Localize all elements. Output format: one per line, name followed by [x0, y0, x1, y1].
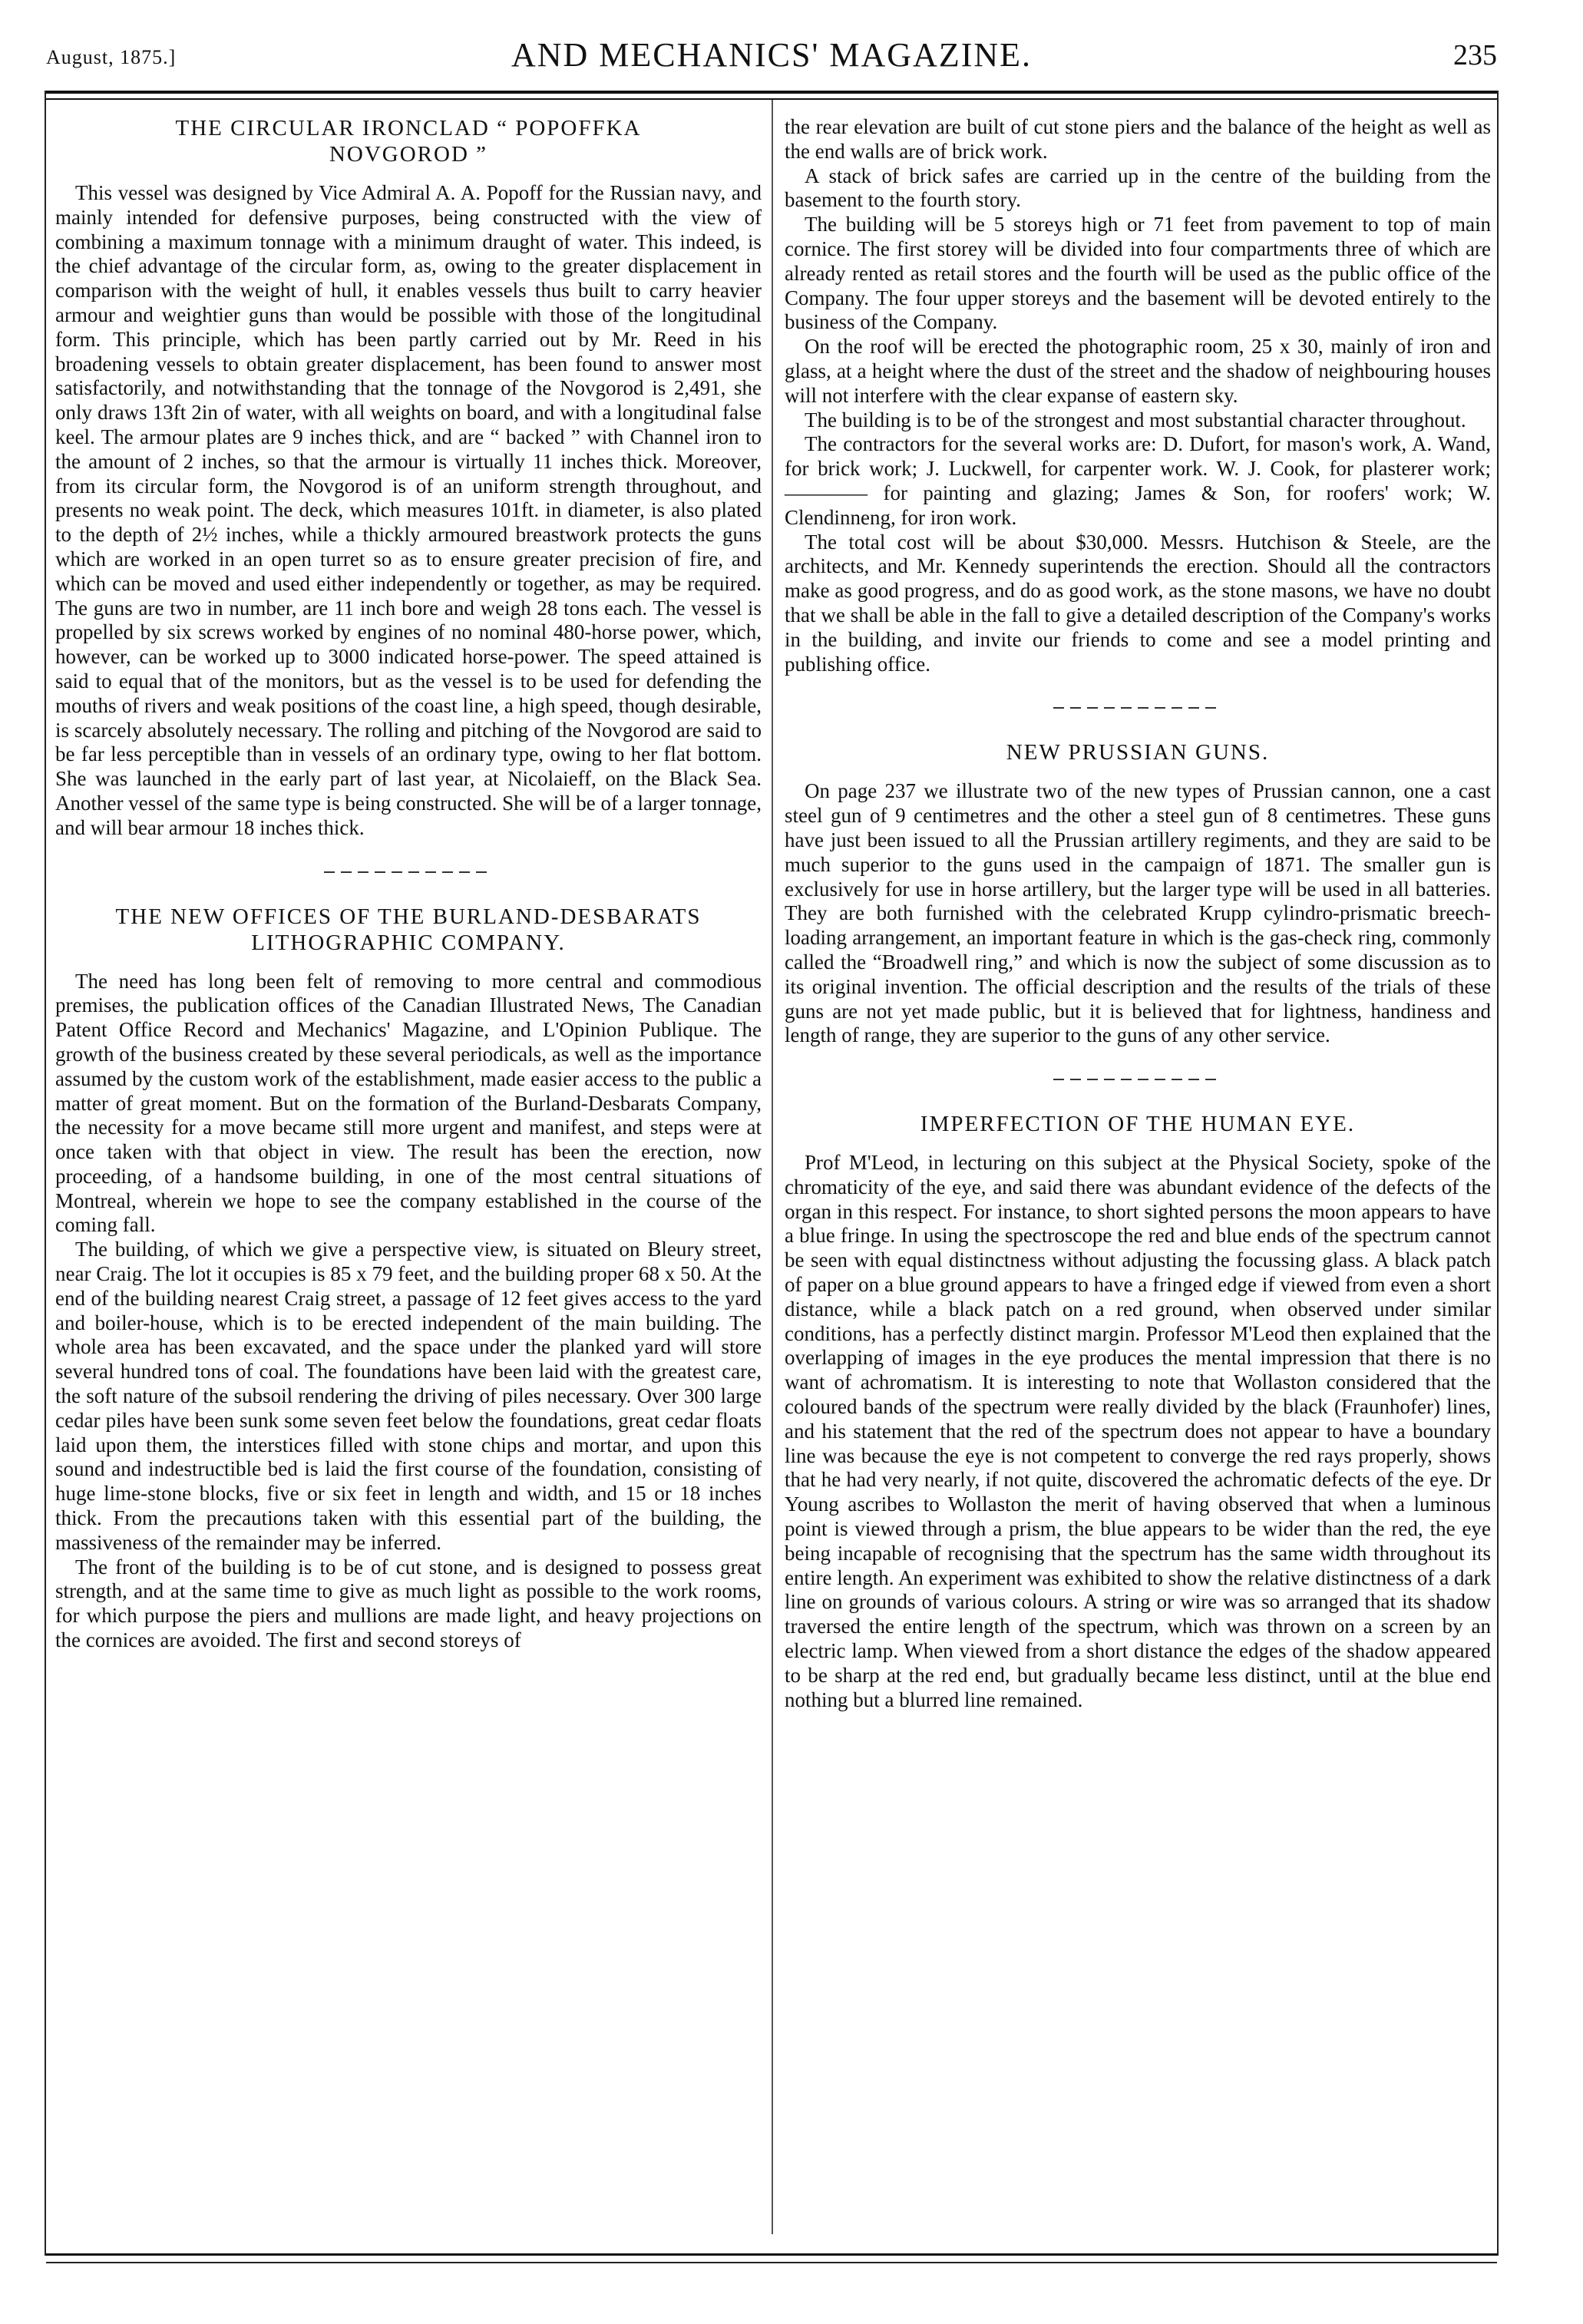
article-title: IMPERFECTION OF THE HUMAN EYE. [920, 1112, 1356, 1137]
section-separator [324, 871, 493, 873]
article-paragraph: The building will be 5 storeys high or 71 feet from pavement to top of main cornice. The first storey will be divided into four compartments three of which are already rented as retail stores and the fourth will be used as the public office of the Company. The four upper storeys and the basement will be devoted entirely to the business of the Company. [785, 213, 1491, 334]
column-divider [772, 100, 773, 2234]
article-paragraph: A stack of brick safes are carried up in the centre of the building from the basement to the fourth story. [785, 164, 1491, 212]
article-title-line: THE NEW OFFICES OF THE BURLAND-DESBARATS [115, 904, 702, 929]
article-paragraph: The front of the building is to be of cut stone, and is designed to possess great strength, and at the same time to give as much light as possible to the work rooms, for which purpose the piers and mullions are made light, and heavy projections on the cornices are avoided. The first and second storeys of [55, 1555, 762, 1652]
article-paragraph: The need has long been felt of removing to more central and commodious premises, the publication offices of the Canadian Illustrated News, The Canadian Patent Office Record and Mechanics' Magazine, and L'Opinion Publique. The growth of the business created by these several periodicals, as well as the importance assumed by the custom work of the establishment, made easier access to the public a matter of great moment. But on the formation of the Burland-Desbarats Company, the necessity for a move became still more urgent and manifest, and steps were at once taken with that object in view. The result has been the erection, now proceeding, of a handsome building, in one of the most central situations of Montreal, wherein we hope to see the company established in the course of the coming fall. [55, 969, 762, 1237]
right-column [785, 115, 1491, 1712]
page-header [46, 31, 1497, 77]
article-burland-offices [55, 904, 762, 1653]
issue-date: August, 1875.] [46, 46, 177, 68]
article-title-line: NOVGOROD ” [329, 142, 488, 167]
left-column [55, 115, 762, 1653]
article-paragraph: Prof M'Leod, in lecturing on this subject at the Physical Society, spoke of the chromaticity of the eye, and said there was abundant evidence of the defects of the organ in this respect. For instance, to short sighted persons the moon appears to have a blue fringe. In using the spectroscope the red and blue ends of the spectrum cannot be seen with equal distinctness without adjusting the focussing glass. A black patch of paper on a blue ground appears to have a fringed edge if viewed from even a short distance, while a black patch on a red ground, when observed under similar conditions, has a perfectly distinct margin. Professor M'Leod then explained that the overlapping of images in the eye produces the mental impression that there is no want of achromatism. It is interesting to note that Wollaston considered that the coloured bands of the spectrum were really divided by the black (Fraunhofer) lines, and his statement that the red of the spectrum does not appear to have a boundary line was because the eye is not competent to converge the red rays properly, shows that he had very nearly, if not quite, discovered the achromatic defects of the eye. Dr Young ascribes to Wollaston the merit of having observed that when a luminous point is viewed through a prism, the blue appears to be wider than the red, the eye being incapable of recognising that the spectrum has the same width throughout its entire length. An experiment was exhibited to show the relative distinctness of a dark line on grounds of various colours. A string or wire was so arranged that its shadow traversed the entire length of the spectrum, which was thrown on a screen by an electric lamp. When viewed from a short distance the edges of the shadow appeared to be sharp at the red end, but gradually became less distinct, until at the blue end nothing but a blurred line remained. [785, 1151, 1491, 1711]
section-separator [1053, 707, 1222, 709]
publication-title: AND MECHANICS' MAGAZINE. [511, 36, 1033, 74]
article-title: NEW PRUSSIAN GUNS. [1006, 740, 1270, 765]
article-paragraph: This vessel was designed by Vice Admiral A. A. Popoff for the Russian navy, and mainly intended for defensive purposes, being constructed with the view of combining a maximum tonnage with a minimum draught of water. This indeed, is the chief advantage of the circular form, as, owing to the greater displacement in comparison with the weight of hull, it enables vessels thus built to carry heavier armour and weightier guns than would be possible with those of the longitudinal form. This principle, which has been partly carried out by Mr. Reed in his broadening vessels to obtain greater displacement, has been found to answer most satisfactorily, and notwithstanding that the tonnage of the Novgorod is 2,491, she only draws 13ft 2in of water, with all weights on board, and with a longitudinal false keel. The armour plates are 9 inches thick, and are “ backed ” with Channel iron to the amount of 2 inches, so that the armour is virtually 11 inches thick. Moreover, from its circular form, the Novgorod is of an uniform strength throughout, and presents no weak point. The deck, which measures 101ft. in diameter, is also plated to the depth of 2½ inches, while a thickly armoured breastwork protects the guns which are worked in an open turret so as to ensure greater precision of fire, and which can be moved and used either independently or together, as may be required. The guns are two in number, are 11 inch bore and weigh 28 tons each. The vessel is propelled by six screws worked by engines of no nominal 480-horse power, which, however, can be worked up to 3000 indicated horse-power. The speed attained is said to equal that of the monitors, but as the vessel is to be used for defending the mouths of rivers and weak positions of the coast line, a high speed, though desirable, is scarcely absolutely necessary. The rolling and pitching of the Novgorod are said to be far less perceptible than in vessels of an ordinary type, owing to her flat bottom. She was launched in the early part of last year, at Nicolaieff, on the Black Sea. Another vessel of the same type is being constructed. She will be of a larger tonnage, and will bear armour 18 inches thick. [55, 181, 762, 839]
article-title [55, 904, 762, 956]
article-title-line: LITHOGRAPHIC COMPANY. [251, 930, 566, 955]
bottom-rule-inner [46, 2262, 1497, 2263]
article-title [55, 115, 762, 167]
article-paragraph: The contractors for the several works are: D. Dufort, for mason's work, A. Wand, for brick work; J. Luckwell, for carpenter work. W. J. Cook, for plasterer work; ———— for painting and glazing; James & Son, for roofers' work; W. Clendinneng, for iron work. [785, 432, 1491, 529]
article-paragraph: The total cost will be about $30,000. Messrs. Hutchison & Steele, are the architects, and Mr. Kennedy superintends the erection. Should all the contractors make as good progress, and do as good work, as the stone masons, we have no doubt that we shall be able in the fall to give a detailed description of the Company's works in the building, and invite our friends to come and see a model printing and publishing office. [785, 530, 1491, 676]
article-burland-continued [785, 115, 1491, 676]
article-paragraph: The building, of which we give a perspective view, is situated on Bleury street, near Craig. The lot it occupies is 85 x 79 feet, and the building proper 68 x 50. At the end of the building nearest Craig street, a passage of 12 feet gives access to the yard and boiler-house, which is to be erected independent of the main building. The whole area has been excavated, and the space under the planked yard will store several hundred tons of coal. The foundations have been laid with the greatest care, the soft nature of the subsoil rendering the driving of piles necessary. Over 300 large cedar piles have been sunk some seven feet below the foundations, great cedar floats laid upon them, the interstices filled with stone chips and mortar, and upon this sound and indestructible bed is laid the first course of the foundation, consisting of huge lime-stone blocks, five or six feet in length and width, and 15 or 18 inches thick. From the precautions taken with this essential part of the building, the massiveness of the remainder may be inferred. [55, 1238, 762, 1554]
left-frame-rule [45, 91, 46, 2256]
article-human-eye [785, 1111, 1491, 1712]
article-title-line: THE CIRCULAR IRONCLAD “ POPOFFKA [175, 116, 642, 140]
page-number: 235 [1453, 39, 1497, 71]
article-paragraph: On page 237 we illustrate two of the new types of Prussian cannon, one a cast steel gun of 9 centimetres and the other a steel gun of 8 centimetres. These guns have just been issued to all the Prussian artillery regiments, and they are said to be much superior to the guns used in the campaign of 1871. The smaller gun is exclusively for use in horse artillery, but the larger type will be used in all batteries. They are both furnished with the celebrated Krupp cylindro-prismatic breech-loading arrangement, an important feature in which is the gas-check ring, commonly called the “Broadwell ring,” and which is now the subject of some discussion as to its original invention. The official description and the results of the trials of these guns are not yet made public, but it is believed that for lightness, handiness and length of range, they are superior to the guns of any other service. [785, 779, 1491, 1047]
right-frame-rule [1497, 91, 1499, 2256]
article-popoffka [55, 115, 762, 841]
article-paragraph: On the roof will be erected the photographic room, 25 x 30, mainly of iron and glass, at a height where the dust of the street and the shadow of neighbouring houses will not interfere with the clear expanse of eastern sky. [785, 335, 1491, 407]
article-paragraph: the rear elevation are built of cut stone piers and the balance of the height as well as the end walls are of brick work. [785, 115, 1491, 163]
article-paragraph: The building is to be of the strongest and most substantial character throughout. [805, 408, 1466, 431]
section-separator [1053, 1079, 1222, 1080]
top-rule [46, 91, 1497, 100]
article-prussian-guns [785, 739, 1491, 1048]
bottom-rule [46, 2253, 1497, 2259]
